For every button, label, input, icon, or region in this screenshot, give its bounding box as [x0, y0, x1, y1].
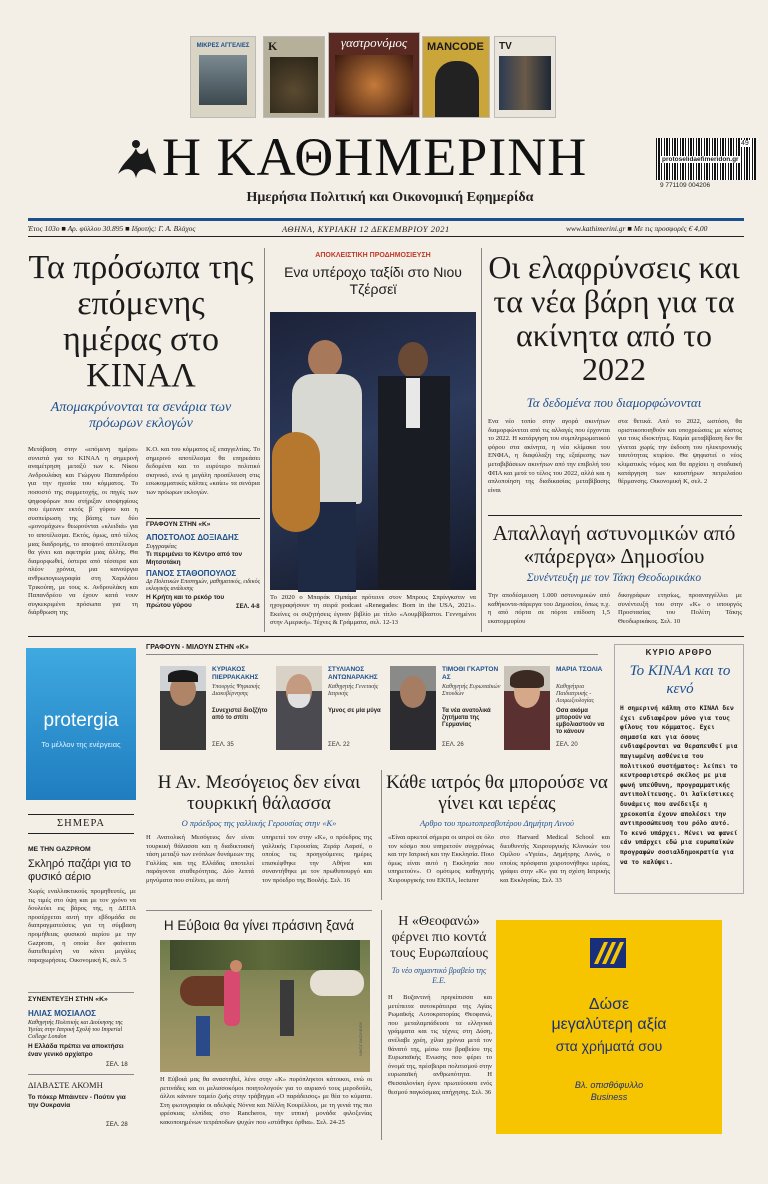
bank-note2: Business	[590, 1092, 628, 1102]
center-kicker: ΑΠΟΚΛΕΙΣΤΙΚΗ ΠΡΟΔΗΜΟΣΙΕΥΣΗ	[315, 252, 431, 259]
supplement-classifieds[interactable]	[190, 36, 256, 118]
writer-1-name[interactable]: ΑΠΟΣΤΟΛΟΣ ΔΟΞΙΑΔΗΣ	[146, 533, 239, 542]
person-3-page: ΣΕΛ. 26	[442, 742, 464, 748]
dateline-top-rule	[28, 218, 744, 221]
person-1-name[interactable]: ΚΥΡΙΑΚΟΣ ΠΙΕΡΡΑΚΑΚΗΣ	[212, 666, 259, 681]
kyrio-arthro-label: ΚΥΡΙΟ ΑΡΘΡΟ	[645, 648, 713, 657]
iatros-rule	[381, 770, 382, 900]
person-2-topic[interactable]: Υμνος σε μία μύγα	[328, 708, 381, 714]
column-rule-left	[264, 248, 265, 632]
evia-headline[interactable]: Η Εύβοια θα γίνει πράσινη ξανά	[163, 918, 355, 933]
simera-item-3-kicker: ΔΙΑΒΑΣΤΕ ΑΚΟΜΗ	[28, 1080, 103, 1090]
iatros-deck: Αρθρο του πρωτοπρεσβυτέρου Δημήτρη Λινού	[420, 818, 574, 828]
person-4-page: ΣΕΛ. 20	[556, 742, 578, 748]
simera-item-2-page: ΣΕΛ. 18	[106, 1062, 128, 1068]
simera-divider-1	[28, 992, 134, 993]
dateline-left: Έτος 103ο ■ Αρ. φύλλου 30.895 ■ Ιδρυτής: Γ. Α. Βλάχος	[28, 224, 196, 233]
police-body-col1: Την αποδέσμευση 1.000 αστυνομικών από καθήκοντα-πάρεργα του Δημοσίου, όπως π.χ. η από πόρτα σε πόρτα επίδοση 1,5 εκατομμυρίου	[488, 592, 610, 625]
lead-left-deck: Απομακρύνονται τα σενάρια των πρόωρων εκλογών	[50, 400, 232, 431]
simera-item-1-kicker: ΜΕ ΤΗΝ GAZPROM	[28, 846, 91, 853]
supplement-mancode[interactable]	[422, 36, 490, 118]
mesogeios-body-col2: υπηρετεί τον στην «Κ», ο πρόεδρος της γαλλικής Γερουσίας Ζεράρ Λαρσέ, ο οποίος τις προηγούμενες ημέρες επισκέφθηκε την Αθήνα και συναντήθηκε με τον πρωθυπουργό και τον πρόεδρο της Βουλής. Σελ. 16	[262, 834, 372, 884]
protergia-brand: protergia	[43, 710, 119, 731]
simera-item-2-kicker: ΣΥΝΕΝΤΕΥΞΗ ΣΤΗΝ «Κ»	[28, 996, 108, 1003]
center-caption: Το 2020 ο Μπαράκ Ομπάμα πρότεινε στον Μπρους Σπρίνγκστιν να ηχογραφήσουν τη σειρά podcast «Renegades: Born in the USA, 2021». Εκείνες οι συζητήσεις έγιναν βιβλίο με τίτλο «Αουμβίβαστοι. Γεννημένοι στην Αμερική». Τέχνες & Γράμματα, σελ. 12-13	[270, 594, 476, 627]
theofano-headline[interactable]: Η «Θεοφανώ» φέρνει πιο κοντά τους Ευρωπαίους	[390, 914, 488, 961]
lead-left-pages: ΣΕΛ. 4-8	[236, 604, 260, 610]
supplement-gastronomos[interactable]	[328, 32, 420, 118]
theofano-col-rule	[381, 910, 382, 1140]
supplement-caption: γαστρονόμος	[340, 35, 408, 50]
protergia-ad[interactable]	[26, 648, 136, 800]
supplement-tv[interactable]	[494, 36, 556, 118]
barcode-issue: 49	[741, 140, 749, 147]
protergia-slogan: Το μέλλον της ενέργειας	[41, 740, 121, 749]
writers-row-label: ΓΡΑΦΟΥΝ - ΜΙΛΟΥΝ ΣΤΗΝ «Κ»	[146, 644, 249, 651]
writer-1-topic[interactable]: Τι περιμένει το Κέντρο από τον Μητσοτάκη	[146, 551, 243, 566]
person-3-role: Καθηγητής Ευρωπαϊκών Σπουδών	[442, 684, 501, 697]
simera-item-2-headline[interactable]: ΗΛΙΑΣ ΜΟΣΙΑΛΟΣ	[28, 1009, 96, 1018]
portrait-4	[504, 666, 550, 750]
iatros-headline[interactable]: Κάθε ιατρός θα μπορούσε να γίνει και ιερέας	[386, 772, 608, 814]
dateline-bottom-rule	[28, 236, 744, 237]
simera-item-3-page: ΣΕΛ. 28	[106, 1122, 128, 1128]
person-4-role: Καθηγήτρια Παιδιατρικής - Λοιμωξιολογίας	[556, 684, 594, 704]
police-headline[interactable]: Απαλλαγή αστυνομικών από «πάρεργα» Δημοσίου	[492, 521, 736, 568]
bank-note1: Βλ. οπισθόφυλλο	[574, 1080, 644, 1090]
kyrio-arthro-title[interactable]: Το ΚΙΝΑΛ και το κενό	[629, 663, 731, 697]
writer-2-role: Δρ Πολιτικών Επιστημών, μαθηματικός, ειδικός εκλογικής ανάλυσης	[146, 579, 261, 592]
lead-left-headline[interactable]: Τα πρόσωπα της επόμενης ημέρας στο ΚΙΝΑΛ	[28, 249, 254, 394]
masthead-subtitle: Ημερήσια Πολιτική και Οικονομική Εφημερίδα	[246, 190, 534, 205]
lead-right-deck: Τα δεδομένα που διαμορφώνονται	[526, 395, 702, 410]
bank-ad[interactable]	[496, 920, 722, 1134]
evia-photo[interactable]	[160, 940, 370, 1072]
theofano-deck: Το νέο σημαντικό βραβείο της Ε.Ε.	[391, 966, 487, 985]
supplement-caption: Κ	[268, 39, 278, 53]
graphoun-rule	[146, 518, 260, 519]
iatros-body-col1: «Είναι αρκετοί σήμερα οι ιατροί σε όλο τον κόσμο που υπηρετούν συγχρόνως και την Ιατρική και την Εκκλησία. Ποιο όμως είναι αυτό η Εκκλησία που υπηρετούν». Ο ομότιμος καθηγητής Χειρουργικής του ΕΚΠΑ, lecturer	[388, 834, 494, 884]
lead-left-body-col1: Μετάβαση στην «επόμενη ημέρα» συνιστά για το ΚΙΝΑΛ η σημερινή αναμέτρηση μεταξύ των κ. Νίκου Ανδρουλάκη και Γιώργου Παπανδρέου για την ηγεσία του κόμματος. Το ποσοστό της συμμετοχής, οι πηγές των ψηφοφόρων που στήριξαν υποψηφίους που έμειναν εκτός β΄ γύρου και η συσπείρωση της βάσης των δύο «μονομάχων» θεωρούνται «κλειδιά» για το αποτέλεσμα. Εκτός, όμως, από τέλος μιας διαδρομής, το αποψινό αποτέλεσμα θα γίνει και αφετηρία μιας άλλης. Θα διαμορφωθεί, ύστερα από τέσσερα και πλέον χρόνια, μια κανούργια ανθρωπογεωγραφία στη Χαριλάου Τρικούπη, με τους κ. Ανδρουλάκη και Παπανδρέου να έχουν κατά νουν συγκεκριμένα πρόσωπα για τη διάρθρωση της	[28, 446, 138, 617]
portrait-3	[390, 666, 436, 750]
masthead-title: Η ΚΑΘΗΜΕΡΙΝΗ	[162, 127, 588, 187]
portrait-2	[276, 666, 322, 750]
police-body-col2: δικογράφων ετησίως, προαναγγέλλει με συνέντευξή του στην «Κ» ο υπουργός Προστασίας του Πολίτη Τάκης Θεοδωρικάκος. Σελ. 10	[618, 592, 742, 625]
person-1-page: ΣΕΛ. 35	[212, 742, 234, 748]
person-1-topic[interactable]: Συνεχιστεί διοξζήτο από το σπίτι	[212, 708, 268, 721]
evia-photo-credit: ΝΙΚΟΣ ΒΑΣΙΛΕΙΟΥ	[358, 1021, 363, 1056]
masthead-logo-icon	[112, 134, 160, 182]
kyrio-arthro-body: Η σημερινή κάλπη στο ΚΙΝΑΛ δεν έχει ενδιαφέρον μόνο για τους φίλους του κόμματος. Εχει σημασία και για όσους ενδιαφέρονται να θεραπευθεί μια παγιωμένη ασθένεια του πολιτικού συστήματος: λείπει το κεντροαριστερό σκέλος με μια φωνή υπεύθυνη, προγραμματικής αντιπολίτευσης. Οι λαϊκίστικες δυνάμεις που ανέδειξε η χρεοκοπία έχουν απολέσει την αντιπροσώπευση του ρόλο αυτό. Το κενό υπάρχει. Μένει να φανεί εάν υπάρχει εδώ μια ευρωπαϊκών προγραφών σοσιαλδημοκρατία για να το καλύψει.	[620, 705, 738, 866]
section-rule-1	[28, 636, 744, 637]
barcode-number: 9 771109 004206	[660, 182, 711, 189]
simera-divider-2	[28, 1074, 134, 1075]
mesogeios-body-col1: Η Ανατολική Μεσόγειος δεν είναι τουρκική θάλασσα και η διαδικτυακή τάση μεταξύ των ενόπλων δυνάμεων της Γαλλίας και της Ελλάδας αποτελεί παράγοντα σταθερότητας. Δύο λεπτά μηνύματα που στέλνει, με αυτή	[146, 834, 254, 884]
person-2-name[interactable]: ΣΤΥΛΙΑΝΟΣ ΑΝΤΩΝΑΡΑΚΗΣ	[328, 666, 378, 681]
bank-logo-icon	[590, 938, 626, 968]
graphoun-label: ΓΡΑΦΟΥΝ ΣΤΗΝ «Κ»	[146, 521, 211, 528]
lead-right-rule	[488, 515, 742, 516]
theofano-body: Η Βυζαντινή πριγκίπισσα και μετέπειτα αυτοκράτειρα της Αγίας Ρωμαϊκής Αυτοκρατορίας Θεοφανώ, που μεταλαμπάδευσε τα ελληνικά γράμματα και τις τέχνες στη Δύση, ανέλαβε χρέη, χίλια χρόνια μετά τον θάνατό της, μέσω του βραβείου της Ευρωπαϊκής Ενωσης που φέρει το όνομά της, πρέσβειρα πολιτισμού στην ευρωπαϊκή ανθρωπότητα. Η Θεσσαλονίκη έγινε πρωτεύουσα ενός θεσμού παγκόσμιας απήχησης. Σελ. 36	[388, 994, 492, 1096]
simera-item-2-body: Καθηγητής Πολιτικής και Διοίκησης της Υγείας στην Ιατρική Σχολή του Imperial College London	[28, 1020, 123, 1041]
bank-line2: μεγαλύτερη αξία	[551, 1016, 667, 1033]
simera-label: ΣΗΜΕΡΑ	[57, 818, 105, 829]
column-rule-right	[481, 248, 482, 632]
bank-line1: Δώσε	[588, 996, 630, 1013]
center-photo[interactable]	[270, 312, 476, 590]
police-deck: Συνέντευξη με τον Τάκη Θεοδωρικάκο	[526, 572, 702, 584]
lead-left-body-col2: Κ.Ο. και του κόμματος εξ επαγγελτίας. Το σημερινό αποτέλεσμα θα επηρεάσει δεδομένα και το ευρύτερο πολιτικό σκηνικό, ενώ η μεγάλη προσέλευση στις εσωκομματικές κάλπες «καίει» τα σενάρια των πρόωρων εκλογών.	[146, 446, 260, 496]
mesogeios-deck: Ο πρόεδρος της γαλλικής Γερουσίας στην «Κ»	[181, 818, 337, 828]
iatros-body-col2: στο Harvard Medical School και διευθυντής Χειρουργικής Κλινικών του Ομίλου «Υγεία», Δημήτρης Λινός, ο οποίος πρόσφατα χειροτονήθηκε ιερέας, γράφει στην «Κ» για τη σχέση Ιατρικής και Εκκλησίας. Σελ. 33	[500, 834, 610, 884]
person-1-role: Υπουργός Ψηφιακής Διακυβέρνησης	[212, 684, 260, 697]
dateline-center: ΑΘΗΝΑ, ΚΥΡΙΑΚΗ 12 ΔΕΚΕΜΒΡΙΟΥ 2021	[282, 224, 450, 234]
barcode-site: protoselidaefimeridon.gr	[662, 156, 739, 163]
supplement-caption: ΜΙΚΡΕΣ ΑΓΓΕΛΙΕΣ	[196, 43, 250, 49]
mesogeios-headline[interactable]: Η Αν. Μεσόγειος δεν είναι τουρκική θάλασσα	[157, 772, 361, 814]
person-2-role: Καθηγητής Γενετικής Ιατρικής	[328, 684, 379, 697]
lead-right-body-col2: στα θετικά. Από το 2022, ωστόσο, θα οριστικοποιηθούν και υποχρεώσεις με κόστος για τους ιδιοκτήτες. Καμία μεταβίβαση δεν θα γίνεται χωρίς την έκδοση του ηλεκτρονικής ταυτότητας κτιρίου. Θα ψηφιστεί ο νέος κλιματικός νόμος και θα αρχίσει η σταδιακή κατάργηση των καυστήρων πετρελαίου θέρμανσης. Οικονομική Κ, σελ. 2	[618, 418, 742, 486]
simera-item-3-topic[interactable]: Το πόκερ Μπάιντεν - Πούτιν για την Ουκρανία	[28, 1094, 126, 1109]
supplement-k[interactable]	[263, 36, 325, 118]
writer-2-name[interactable]: ΠΑΝΟΣ ΣΤΑΘΟΠΟΥΛΟΣ	[146, 569, 237, 578]
bank-line3: στα χρήματά σου	[555, 1038, 663, 1054]
supplement-caption: MANCODE	[427, 41, 484, 53]
dateline-right: www.kathimerini.gr ■ Με τις προσφορές € 4,00	[566, 224, 708, 233]
simera-rule-2	[28, 833, 134, 834]
center-headline[interactable]: Ενα υπέροχο ταξίδι στο Νιου Τζέρσεϊ	[284, 264, 462, 297]
writer-1-role: Συγγραφέας	[146, 543, 177, 550]
simera-item-1-body: Χωρίς εναλλακτικούς προμηθευτές, με τις τιμές στο ύψη και με τον χρόνο να δουλεύει εις βάρος της, η ΔΕΠΑ προσέρχεται αυτή την εβδομάδα σε διαπραγματεύσεις για τη σύμβαση προμήθειας φυσικού αερίου με την Gazprom, η οποία δεν φαίνεται διατεθειμένη να κάνει μεγάλες παραχωρήσεις. Οικονομική Κ, σελ. 5	[28, 888, 136, 964]
writers-row-rule	[146, 654, 598, 655]
evia-body: Η Εύβοιά μας θα αναστηθεί, λένε στην «Κ» πυρόπληκτοι κάτοικοι, ενώ οι ρετινάδες και οι μελισσοκόμοι ποιητολογούν για το αυριανό τους μεροδούλι, άλλοι κάνουν ταμείο ζωής στην τράβηγμα «Ο παράδεισος» με θέα το κύματα. Στη φωτογραφία οι αδελφές Νόννα και Νέλλη Κουρέλλου, με τη γενιά της πιο φρέσκιας ελπίδας στο Rancheros, την ιππική μονάδα φιλοξενίας κακοποιημένων τετράποδων ψυχών που «στάθηκε όρθια». Σελ. 24-25	[160, 1076, 372, 1126]
simera-rule	[28, 814, 134, 815]
simera-item-2-topic[interactable]: Η Ελλάδα πρέπει να αποκτήσει έναν γενικό αρχίατρο	[28, 1043, 124, 1058]
writer-2-topic[interactable]: Η Κρήτη και το ρεκόρ του πρώτου γύρου	[146, 594, 225, 609]
portrait-1	[160, 666, 206, 750]
person-2-page: ΣΕΛ. 22	[328, 742, 350, 748]
evia-rule	[146, 910, 372, 911]
person-4-name[interactable]: ΜΑΡΙΑ ΤΣΟΛΙΑ	[556, 666, 603, 673]
supplement-caption: TV	[499, 41, 512, 52]
person-3-topic[interactable]: Τα νέα ανατολικά ζητήματα της Γερμανίας	[442, 708, 491, 728]
lead-right-body-col1: Ενα νέο τοπίο στην αγορά ακινήτων διαμορφώνεται από τις αλλαγές που έρχονται το 2022. Η κατάργηση του συμπληρωματικού φόρου στα ακίνητα, η νέα κλίμακα του ΕΝΦΙΑ, η διαφύλαξη της εξαίρεσης των μεταβιβάσεων ακινήτων από την επιβολή του ΦΠΑ και μετά το τέλος του 2022, αλλά και η απλοποίηση της διαδικασίας μεταβίβασης είναι	[488, 418, 610, 494]
simera-item-1-headline[interactable]: Σκληρό παζάρι για το φυσικό αέριο	[28, 858, 132, 883]
person-4-topic[interactable]: Οσα ακόμα μπορούν να εμβολιαστούν να το κάνουν	[556, 708, 605, 735]
person-3-name[interactable]: ΤΙΜΟΘΙ ΓΚΑΡΤΟΝ ΑΣ	[442, 666, 499, 681]
lead-right-headline[interactable]: Οι ελαφρύνσεις και τα νέα βάρη για τα ακίνητα από το 2022	[488, 249, 740, 387]
